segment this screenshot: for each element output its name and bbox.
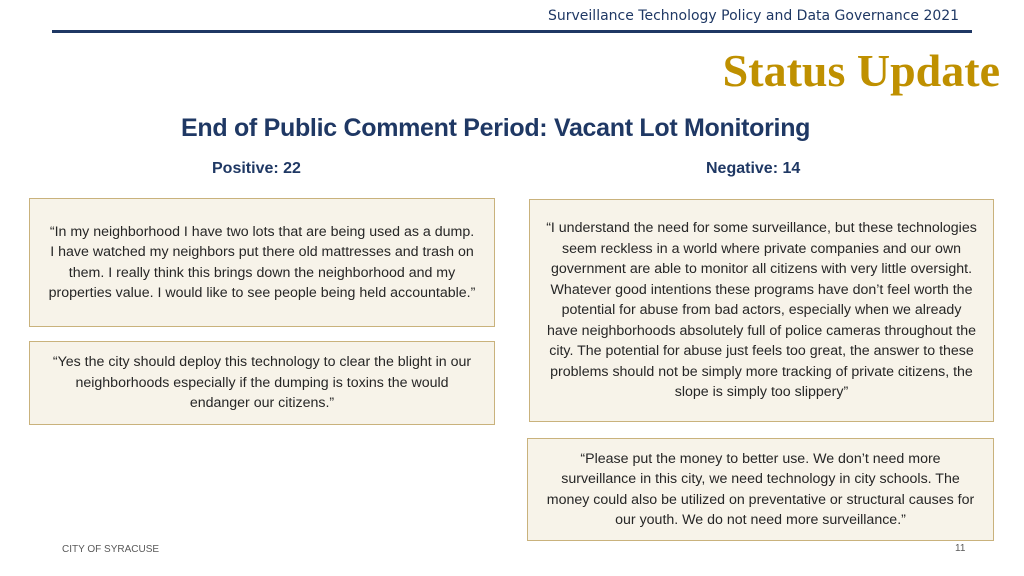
positive-comment-box [29, 341, 495, 425]
negative-comment-text: “Please put the money to better use. We don’t need more surveillance in this city, we need technology in city schools. The money could also be utilized on preventative or structural causes for our youth. We do not need more surveillance.” [546, 450, 975, 528]
page-number: 11 [955, 543, 966, 554]
slide-title: Status Update [722, 45, 1000, 96]
positive-comment-text: “Yes the city should deploy this technology to clear the blight in our neighborhoods especially if the dumping is toxins the would endanger our citizens.” [52, 354, 472, 412]
negative-count: Negative: 14 [706, 160, 801, 177]
footer-organization: CITY OF SYRACUSE [62, 544, 160, 555]
positive-count: Positive: 22 [212, 160, 301, 177]
negative-comment-box [529, 199, 994, 422]
positive-comment-box [29, 198, 495, 327]
positive-comment-text: “In my neighborhood I have two lots that are being used as a dump. I have watched my neighbors put there old mattresses and trash on them. I really think this brings down the neighborhood and my properties value. I would like to see people being held accountable.” [48, 223, 476, 301]
negative-comment-box [527, 438, 994, 541]
header-divider [52, 30, 972, 33]
negative-comment-text: “I understand the need for some surveillance, but these technologies seem reckless in a world where private companies and our own government are able to monitor all citizens with very little oversight. Whatever good intentions these programs have don’t feel worth the potential for abuse from bad actors, especially when we already have neighborhoods absolutely full of police cameras throughout the city. The potential for abuse just feels too great, the answer to these problems should not be simply more tracking of private citizens, the slope is simply too slippery” [546, 220, 977, 401]
header-text: Surveillance Technology Policy and Data Governance 2021 [548, 8, 960, 24]
slide-subtitle: End of Public Comment Period: Vacant Lot Monitoring [181, 114, 811, 142]
